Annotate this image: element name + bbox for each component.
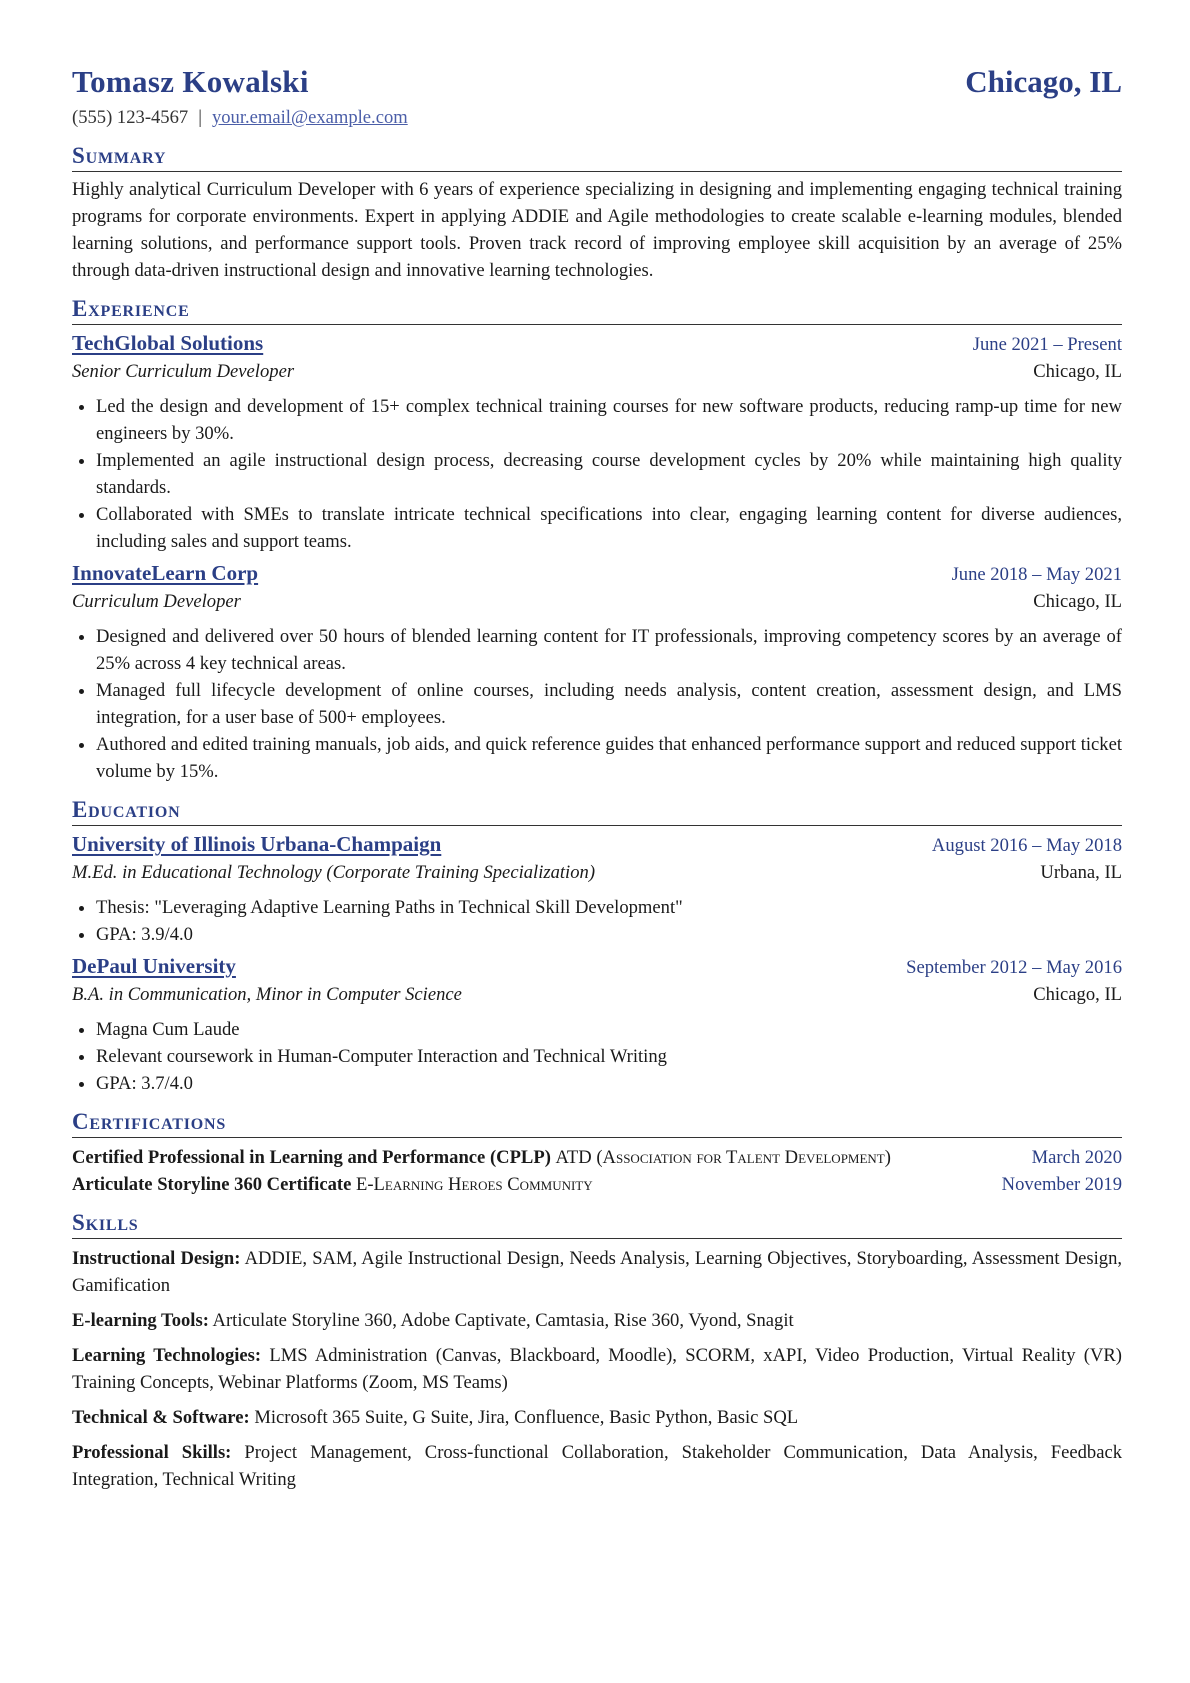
bullet-item: • Implemented an agile instructional design process, decreasing course development cycles by 20% while maintaining high quality standards. (96, 447, 1122, 501)
candidate-name: Tomasz Kowalski (72, 64, 309, 99)
degree: B.A. in Communication, Minor in Computer Science (72, 984, 462, 1005)
bullet-item: • Led the design and development of 15+ complex technical training courses for new software products, reducing ramp-up time for new engineers by 30%. (96, 393, 1122, 447)
phone-number: (555) 123-4567 (72, 107, 189, 128)
education-heading: Education (72, 795, 1122, 826)
resume-header (72, 62, 1122, 102)
skill-value: Microsoft 365 Suite, G Suite, Jira, Confluence, Basic Python, Basic SQL (254, 1407, 799, 1428)
school-location: Urbana, IL (1040, 862, 1122, 883)
skills-heading: Skills (72, 1208, 1122, 1239)
job-role: Curriculum Developer (72, 591, 241, 612)
bullet-item: • Relevant coursework in Human-Computer Interaction and Technical Writing (96, 1043, 1122, 1070)
experience-heading: Experience (72, 294, 1122, 325)
job-org[interactable]: TechGlobal Solutions (72, 331, 264, 355)
job-bullets (72, 623, 1122, 785)
job-role: Senior Curriculum Developer (72, 361, 295, 382)
skill-value: Articulate Storyline 360, Adobe Captivate, Camtasia, Rise 360, Vyond, Snagit (212, 1310, 794, 1331)
education-entry (72, 953, 1122, 1097)
candidate-location: Chicago, IL (965, 64, 1122, 99)
school-dates: September 2012 – May 2016 (906, 957, 1122, 978)
job-bullets (72, 393, 1122, 555)
bullet-item: • Magna Cum Laude (96, 1016, 1122, 1043)
skill-value: LMS Administration (Canvas, Blackboard, Moodle), SCORM, xAPI, Video Production, Virtual Reality (VR) Training Concepts, Webinar Platforms (Zoom, MS Teams) (72, 1345, 1122, 1393)
contact-separator: | (198, 107, 202, 128)
skill-row (72, 1307, 1122, 1334)
bullet-item: • Managed full lifecycle development of online courses, including needs analysis, content creation, assessment design, and LMS integration, for a user base of 500+ employees. (96, 677, 1122, 731)
school-name[interactable]: University of Illinois Urbana-Champaign (72, 832, 442, 856)
education-bullets (72, 1016, 1122, 1097)
bullet-item: • Authored and edited training manuals, job aids, and quick reference guides that enhanced performance support and reduced support ticket volume by 15%. (96, 731, 1122, 785)
job-location: Chicago, IL (1033, 591, 1122, 612)
skill-label: Learning Technologies: (72, 1345, 262, 1366)
skill-row (72, 1245, 1122, 1299)
bullet-item: • Collaborated with SMEs to translate intricate technical specifications into clear, engaging learning content for diverse audiences, including sales and support teams. (96, 501, 1122, 555)
summary-text: Highly analytical Curriculum Developer with 6 years of experience specializing in designing and implementing engaging technical training programs for corporate environments. Expert in applying ADDIE and Agile methodologies to create scalable e-learning modules, blended learning solutions, and performance support tools. Proven track record of improving employee skill acquisition by an average of 25% through data-driven instructional design and innovative learning technologies. (72, 179, 1122, 281)
certification-issuer: E-Learning Heroes Community (355, 1174, 593, 1195)
contact-line (72, 104, 1122, 131)
job-dates: June 2021 – Present (972, 334, 1122, 355)
certification-date: November 2019 (1001, 1174, 1122, 1195)
bullet-item: • Designed and delivered over 50 hours of blended learning content for IT professionals, improving competency scores by an average of 25% across 4 key technical areas. (96, 623, 1122, 677)
resume-page (72, 62, 1122, 1493)
degree: M.Ed. in Educational Technology (Corporate Training Specialization) (72, 862, 596, 883)
skill-label: Technical & Software: (72, 1407, 250, 1428)
bullet-item: • GPA: 3.7/4.0 (96, 1070, 1122, 1097)
skill-label: E-learning Tools: (72, 1310, 209, 1331)
job-entry (72, 330, 1122, 555)
skill-value: ADDIE, SAM, Agile Instructional Design, Needs Analysis, Learning Objectives, Storyboarding, Assessment Design, Gamification (72, 1248, 1123, 1296)
skill-row (72, 1404, 1122, 1431)
school-name[interactable]: DePaul University (72, 954, 236, 978)
certification-name: Certified Professional in Learning and Performance (CPLP) (72, 1147, 551, 1168)
certification-date: March 2020 (1031, 1147, 1122, 1168)
skill-label: Professional Skills: (72, 1442, 232, 1463)
email-link[interactable]: your.email@example.com (211, 107, 408, 128)
skill-row (72, 1342, 1122, 1396)
certification-item (72, 1144, 1122, 1171)
school-dates: August 2016 – May 2018 (931, 835, 1122, 856)
bullet-item: • Thesis: "Leveraging Adaptive Learning Paths in Technical Skill Development" (96, 894, 1122, 921)
job-dates: June 2018 – May 2021 (951, 564, 1122, 585)
education-entry (72, 831, 1122, 948)
skill-value: Project Management, Cross-functional Collaboration, Stakeholder Communication, Data Analysis, Feedback Integration, Technical Writing (72, 1442, 1122, 1490)
certification-item (72, 1171, 1122, 1198)
job-org[interactable]: InnovateLearn Corp (72, 561, 259, 585)
job-entry (72, 560, 1122, 785)
job-location: Chicago, IL (1033, 361, 1122, 382)
certification-name: Articulate Storyline 360 Certificate (72, 1174, 352, 1195)
school-location: Chicago, IL (1033, 984, 1122, 1005)
bullet-item: • GPA: 3.9/4.0 (96, 921, 1122, 948)
education-bullets (72, 894, 1122, 948)
certification-issuer: ATD (Association for Talent Development) (555, 1147, 891, 1168)
certifications-heading: Certifications (72, 1107, 1122, 1138)
summary-heading: Summary (72, 141, 1122, 172)
skill-label: Instructional Design: (72, 1248, 241, 1269)
skill-row (72, 1439, 1122, 1493)
